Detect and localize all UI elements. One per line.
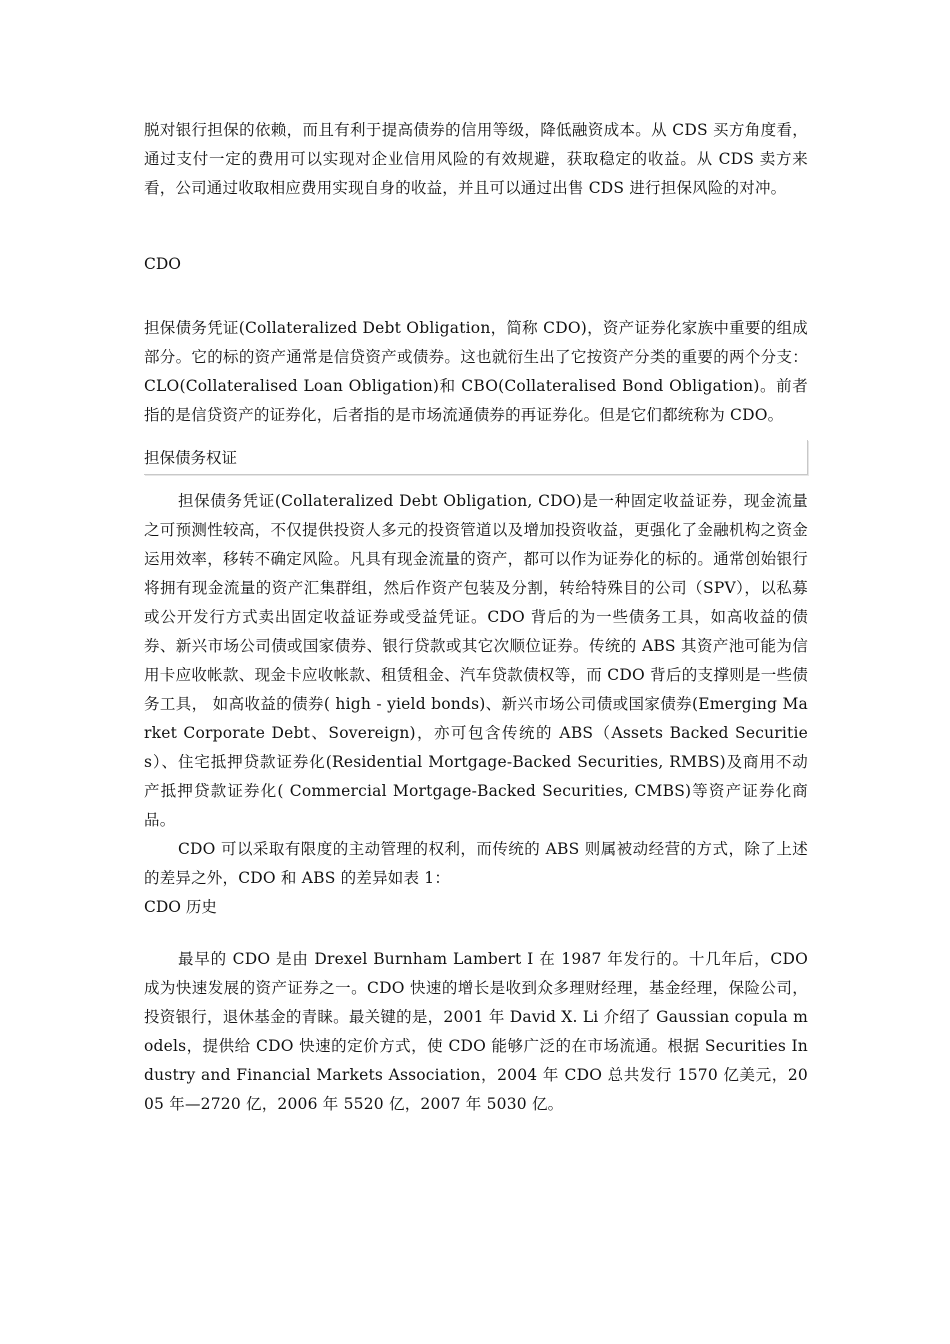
document-page	[144, 116, 808, 1119]
section-title-box	[144, 440, 808, 475]
section-title: 担保债务权证	[144, 449, 238, 467]
cdo-definition-paragraph: 担保债务凭证(Collateralized Debt Obligation，简称 CDO)，资产证券化家族中重要的组成部分。它的标的资产通常是信贷资产或债券。这也就衍生出了它按资产分类的重要的两个分支：CLO(Collateralised Loan Obligation)和 CBO(Collateralised Bond Obligation)。前者指的是信贷资产的证券化，后者指的是市场流通债券的再证券化。但是它们都统称为 CDO。	[144, 319, 808, 424]
intro-paragraph: 脱对银行担保的依赖，而且有利于提高债券的信用等级，降低融资成本。从 CDS 买方角度看，通过支付一定的费用可以实现对企业信用风险的有效规避，获取稳定的收益。从 CDS 卖方来看，公司通过收取相应费用实现自身的收益，并且可以通过出售 CDS 进行担保风险的对冲。	[144, 121, 808, 197]
section-paragraph-1: 担保债务凭证(Collateralized Debt Obligation, CDO)是一种固定收益证券，现金流量之可预测性较高，不仅提供投资人多元的投资管道以及增加投资收益，更强化了金融机构之资金运用效率，移转不确定风险。凡具有现金流量的资产，都可以作为证券化的标的。通常创始银行将拥有现金流量的资产汇集群组，然后作资产包装及分割，转给特殊目的公司（SPV），以私募或公开发行方式卖出固定收益证券或受益凭证。CDO 背后的为一些债务工具，如高收益的债券、新兴市场公司债或国家债券、银行贷款或其它次顺位证券。传统的 ABS 其资产池可能为信用卡应收帐款、现金卡应收帐款、租赁租金、汽车贷款债权等，而 CDO 背后的支撑则是一些债务工具， 如高收益的债券( high - yield bonds)、新兴市场公司债或国家债券(Emerging Market Corporate Debt、Sovereign)，亦可包含传统的 ABS（Assets Backed Securities）、住宅抵押贷款证券化(Residential Mortgage-Backed Securities, RMBS)及商用不动产抵押贷款证券化( Commercial Mortgage-Backed Securities, CMBS)等资产证券化商品。	[144, 492, 808, 829]
history-heading: CDO 历史	[144, 898, 217, 916]
section-paragraph-2: CDO 可以采取有限度的主动管理的权利，而传统的 ABS 则属被动经营的方式，除了上述的差异之外，CDO 和 ABS 的差异如表 1：	[144, 840, 808, 887]
cdo-heading: CDO	[144, 255, 181, 273]
history-paragraph: 最早的 CDO 是由 Drexel Burnham Lambert I 在 1987 年发行的。十几年后，CDO 成为快速发展的资产证券之一。CDO 快速的增长是收到众多理财经理，基金经理，保险公司，投资银行，退休基金的青睐。最关键的是，2001 年 David X. Li 介绍了 Gaussian copula models，提供给 CDO 快速的定价方式，使 CDO 能够广泛的在市场流通。根据 Securities Industry and Financial Markets Association，2004 年 CDO 总共发行 1570 亿美元，2005 年—2720 亿，2006 年 5520 亿，2007 年 5030 亿。	[144, 950, 808, 1113]
